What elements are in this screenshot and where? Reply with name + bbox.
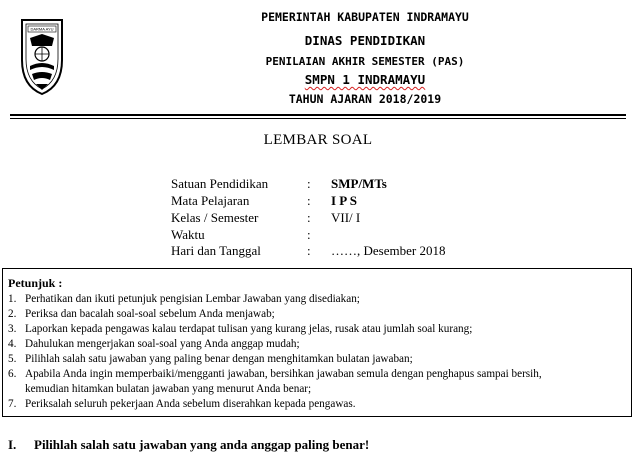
- section-text: Pilihlah salah satu jawaban yang anda anggap paling benar!: [34, 437, 370, 452]
- info-colon: :: [307, 210, 311, 225]
- header-academic-year: TAHUN AJARAN 2018/2019: [288, 92, 442, 106]
- logo-text: DARMA AYU: [30, 26, 54, 32]
- instruction-text: Perhatikan dan ikuti petunjuk pengisian Lembar Jawaban yang disediakan;: [25, 293, 360, 305]
- regency-crest-logo-icon: [18, 14, 66, 98]
- instruction-item: [8, 398, 356, 410]
- section-heading: [8, 437, 369, 453]
- info-row: [171, 176, 531, 194]
- section-number: I.: [8, 437, 17, 452]
- info-value: I P S: [331, 193, 358, 208]
- info-colon: :: [307, 176, 311, 191]
- info-value: SMP/MTs: [331, 176, 387, 191]
- info-row: [171, 243, 531, 261]
- instruction-text: kemudian hitamkan bulatan jawaban yang menurut Anda benar;: [25, 383, 312, 395]
- info-label: Waktu: [171, 227, 205, 242]
- instruction-text: Apabila Anda ingin memperbaiki/mengganti jawaban, bersihkan jawaban semula dengan penghapus sampai bersih,: [25, 368, 542, 380]
- instruction-text: Pilihlah salah satu jawaban yang paling benar dengan menghitamkan bulatan jawaban;: [25, 353, 413, 365]
- instruction-number: 4.: [8, 338, 17, 350]
- info-value: ……, Desember 2018: [331, 243, 446, 258]
- instruction-item: [8, 293, 360, 305]
- header-school-text: SMPN 1 INDRAMAYU: [304, 72, 426, 87]
- instruction-text: Periksa dan bacalah soal-soal sebelum Anda menjawab;: [25, 308, 275, 320]
- instructions-heading: Petunjuk :: [8, 276, 63, 290]
- instruction-number: 1.: [8, 293, 17, 305]
- instruction-item: [8, 368, 542, 380]
- instruction-number: 5.: [8, 353, 17, 365]
- instruction-item: [8, 308, 275, 320]
- header-department: DINAS PENDIDIKAN: [304, 33, 426, 48]
- header-divider-thin: [10, 118, 626, 119]
- info-label: Kelas / Semester: [171, 210, 259, 225]
- page-title: LEMBAR SOAL: [263, 132, 373, 148]
- info-row: [171, 210, 531, 228]
- info-colon: :: [307, 243, 311, 258]
- instruction-number: 2.: [8, 308, 17, 320]
- info-value: VII/ I: [331, 210, 361, 225]
- info-label: Hari dan Tanggal: [171, 243, 261, 258]
- instruction-number: 3.: [8, 323, 17, 335]
- instruction-text: Periksalah seluruh pekerjaan Anda sebelum diserahkan kepada pengawas.: [25, 398, 356, 410]
- instruction-number: 7.: [8, 398, 17, 410]
- header-school: [150, 72, 580, 87]
- instruction-item: [8, 323, 472, 335]
- header-assessment: PENILAIAN AKHIR SEMESTER (PAS): [265, 55, 465, 68]
- header-divider-thick: [10, 114, 626, 116]
- instruction-text: Laporkan kepada pengawas kalau terdapat tulisan yang kurang jelas, rusak atau jumlah soal kurang;: [25, 323, 473, 335]
- info-colon: :: [307, 193, 311, 208]
- instruction-item: [8, 338, 300, 350]
- instruction-item: [8, 383, 311, 395]
- instruction-number: 6.: [8, 368, 17, 380]
- header-government: PEMERINTAH KABUPATEN INDRAMAYU: [261, 10, 469, 24]
- info-colon: :: [307, 227, 311, 242]
- info-label: Satuan Pendidikan: [171, 176, 269, 191]
- info-row: [171, 193, 531, 211]
- instruction-text: Dahulukan mengerjakan soal-soal yang Anda anggap mudah;: [25, 338, 300, 350]
- info-label: Mata Pelajaran: [171, 193, 250, 208]
- instruction-item: [8, 353, 413, 365]
